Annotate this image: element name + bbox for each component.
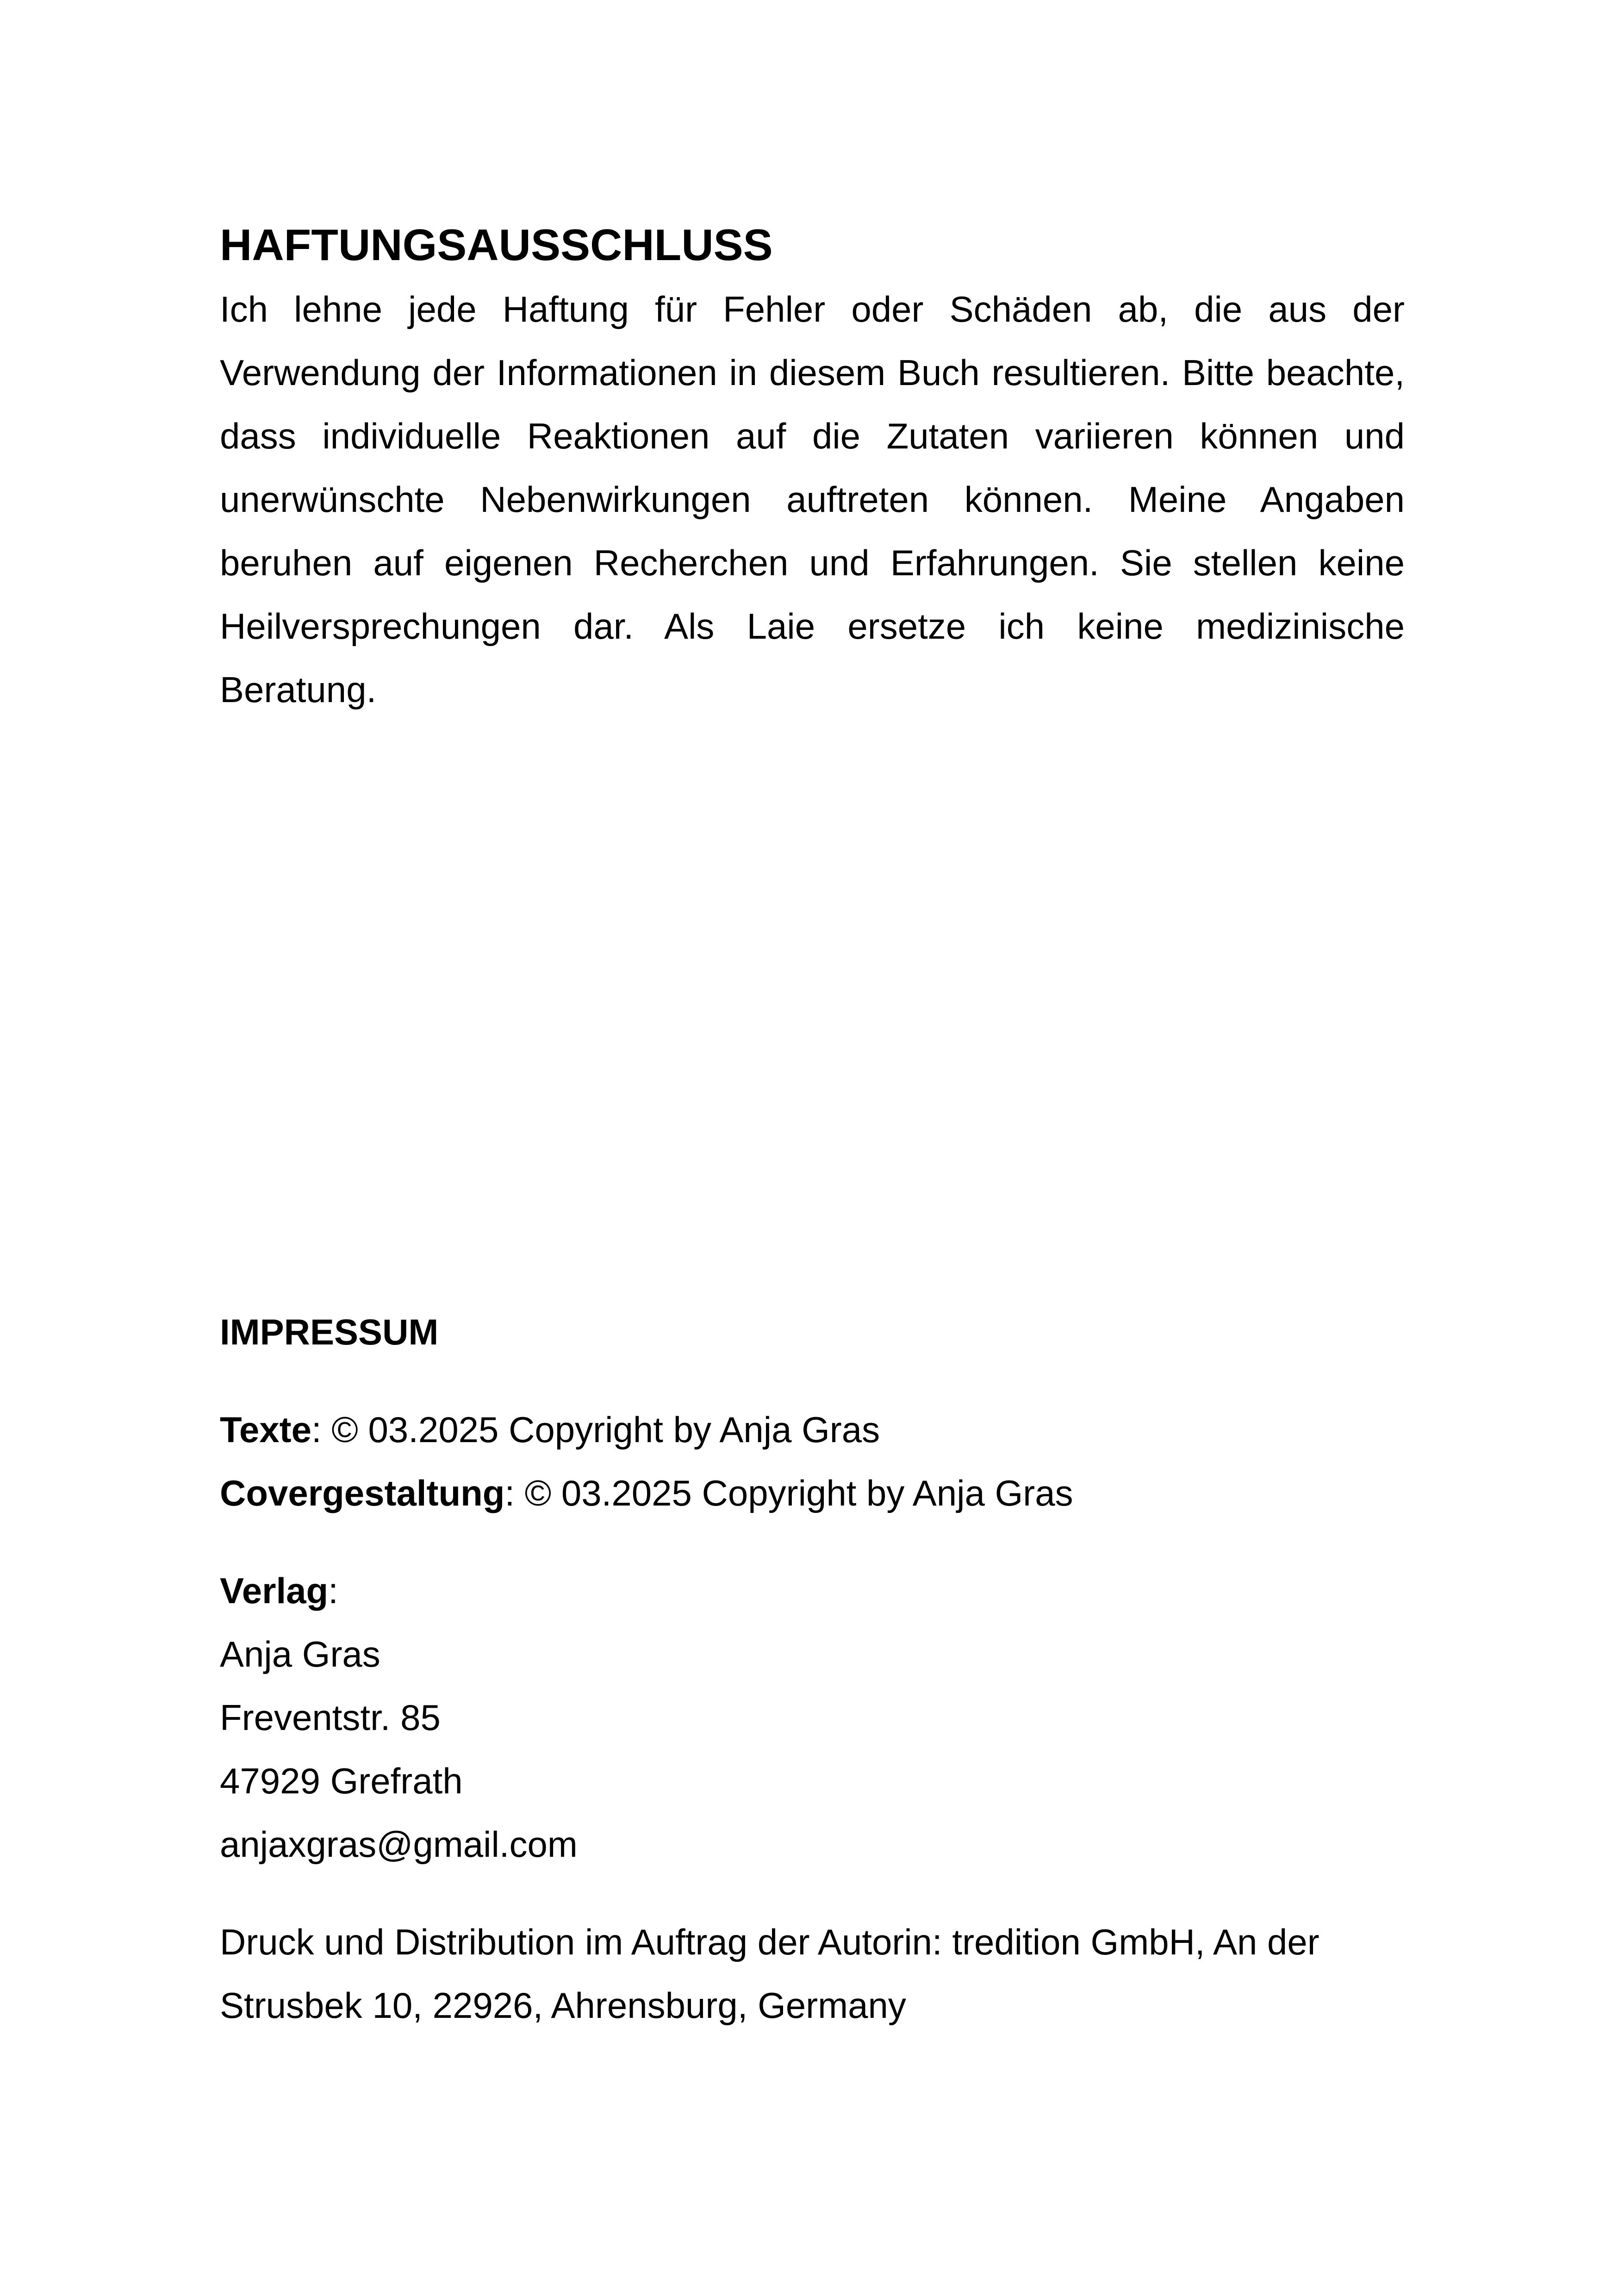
- texte-value: : © 03.2025 Copyright by Anja Gras: [311, 1409, 880, 1450]
- publisher-street: Freventstr. 85: [220, 1697, 441, 1738]
- verlag-colon: :: [328, 1570, 338, 1611]
- verlag-label: Verlag: [220, 1570, 329, 1611]
- disclaimer-section: [220, 213, 1405, 722]
- disclaimer-text: Ich lehne jede Haftung für Fehler oder Schäden ab, die aus der Verwendung der Informationen in diesem Buch resultieren. Bitte beachte, dass individuelle Reaktionen auf die Zutaten variieren können und unerwünschte Nebenwirkungen auftreten können. Meine Angaben beruhen auf eigenen Recherchen und Erfahrungen. Sie stellen keine Heilversprechungen dar. Als Laie ersetze ich keine medizinische Beratung.: [220, 289, 1405, 710]
- publisher-email[interactable]: anjaxgras@gmail.com: [220, 1824, 578, 1865]
- distribution-text: Druck und Distribution im Auftrag der Autorin: tredition GmbH, An der Strusbek 10, 22926, Ahrensburg, Germany: [220, 1922, 1319, 2026]
- disclaimer-title: HAFTUNGSAUSSCHLUSS: [220, 220, 773, 270]
- cover-line: [220, 1462, 1405, 1525]
- impressum-title: IMPRESSUM: [220, 1312, 439, 1352]
- publisher-name: Anja Gras: [220, 1634, 380, 1674]
- texte-line: [220, 1398, 1405, 1462]
- publisher-city: 47929 Grefrath: [220, 1761, 463, 1801]
- verlag-line: [220, 1559, 1405, 1623]
- texte-label: Texte: [220, 1409, 311, 1450]
- cover-value: : © 03.2025 Copyright by Anja Gras: [504, 1473, 1073, 1513]
- impressum-section: [220, 1300, 1405, 2037]
- cover-label: Covergestaltung: [220, 1473, 505, 1513]
